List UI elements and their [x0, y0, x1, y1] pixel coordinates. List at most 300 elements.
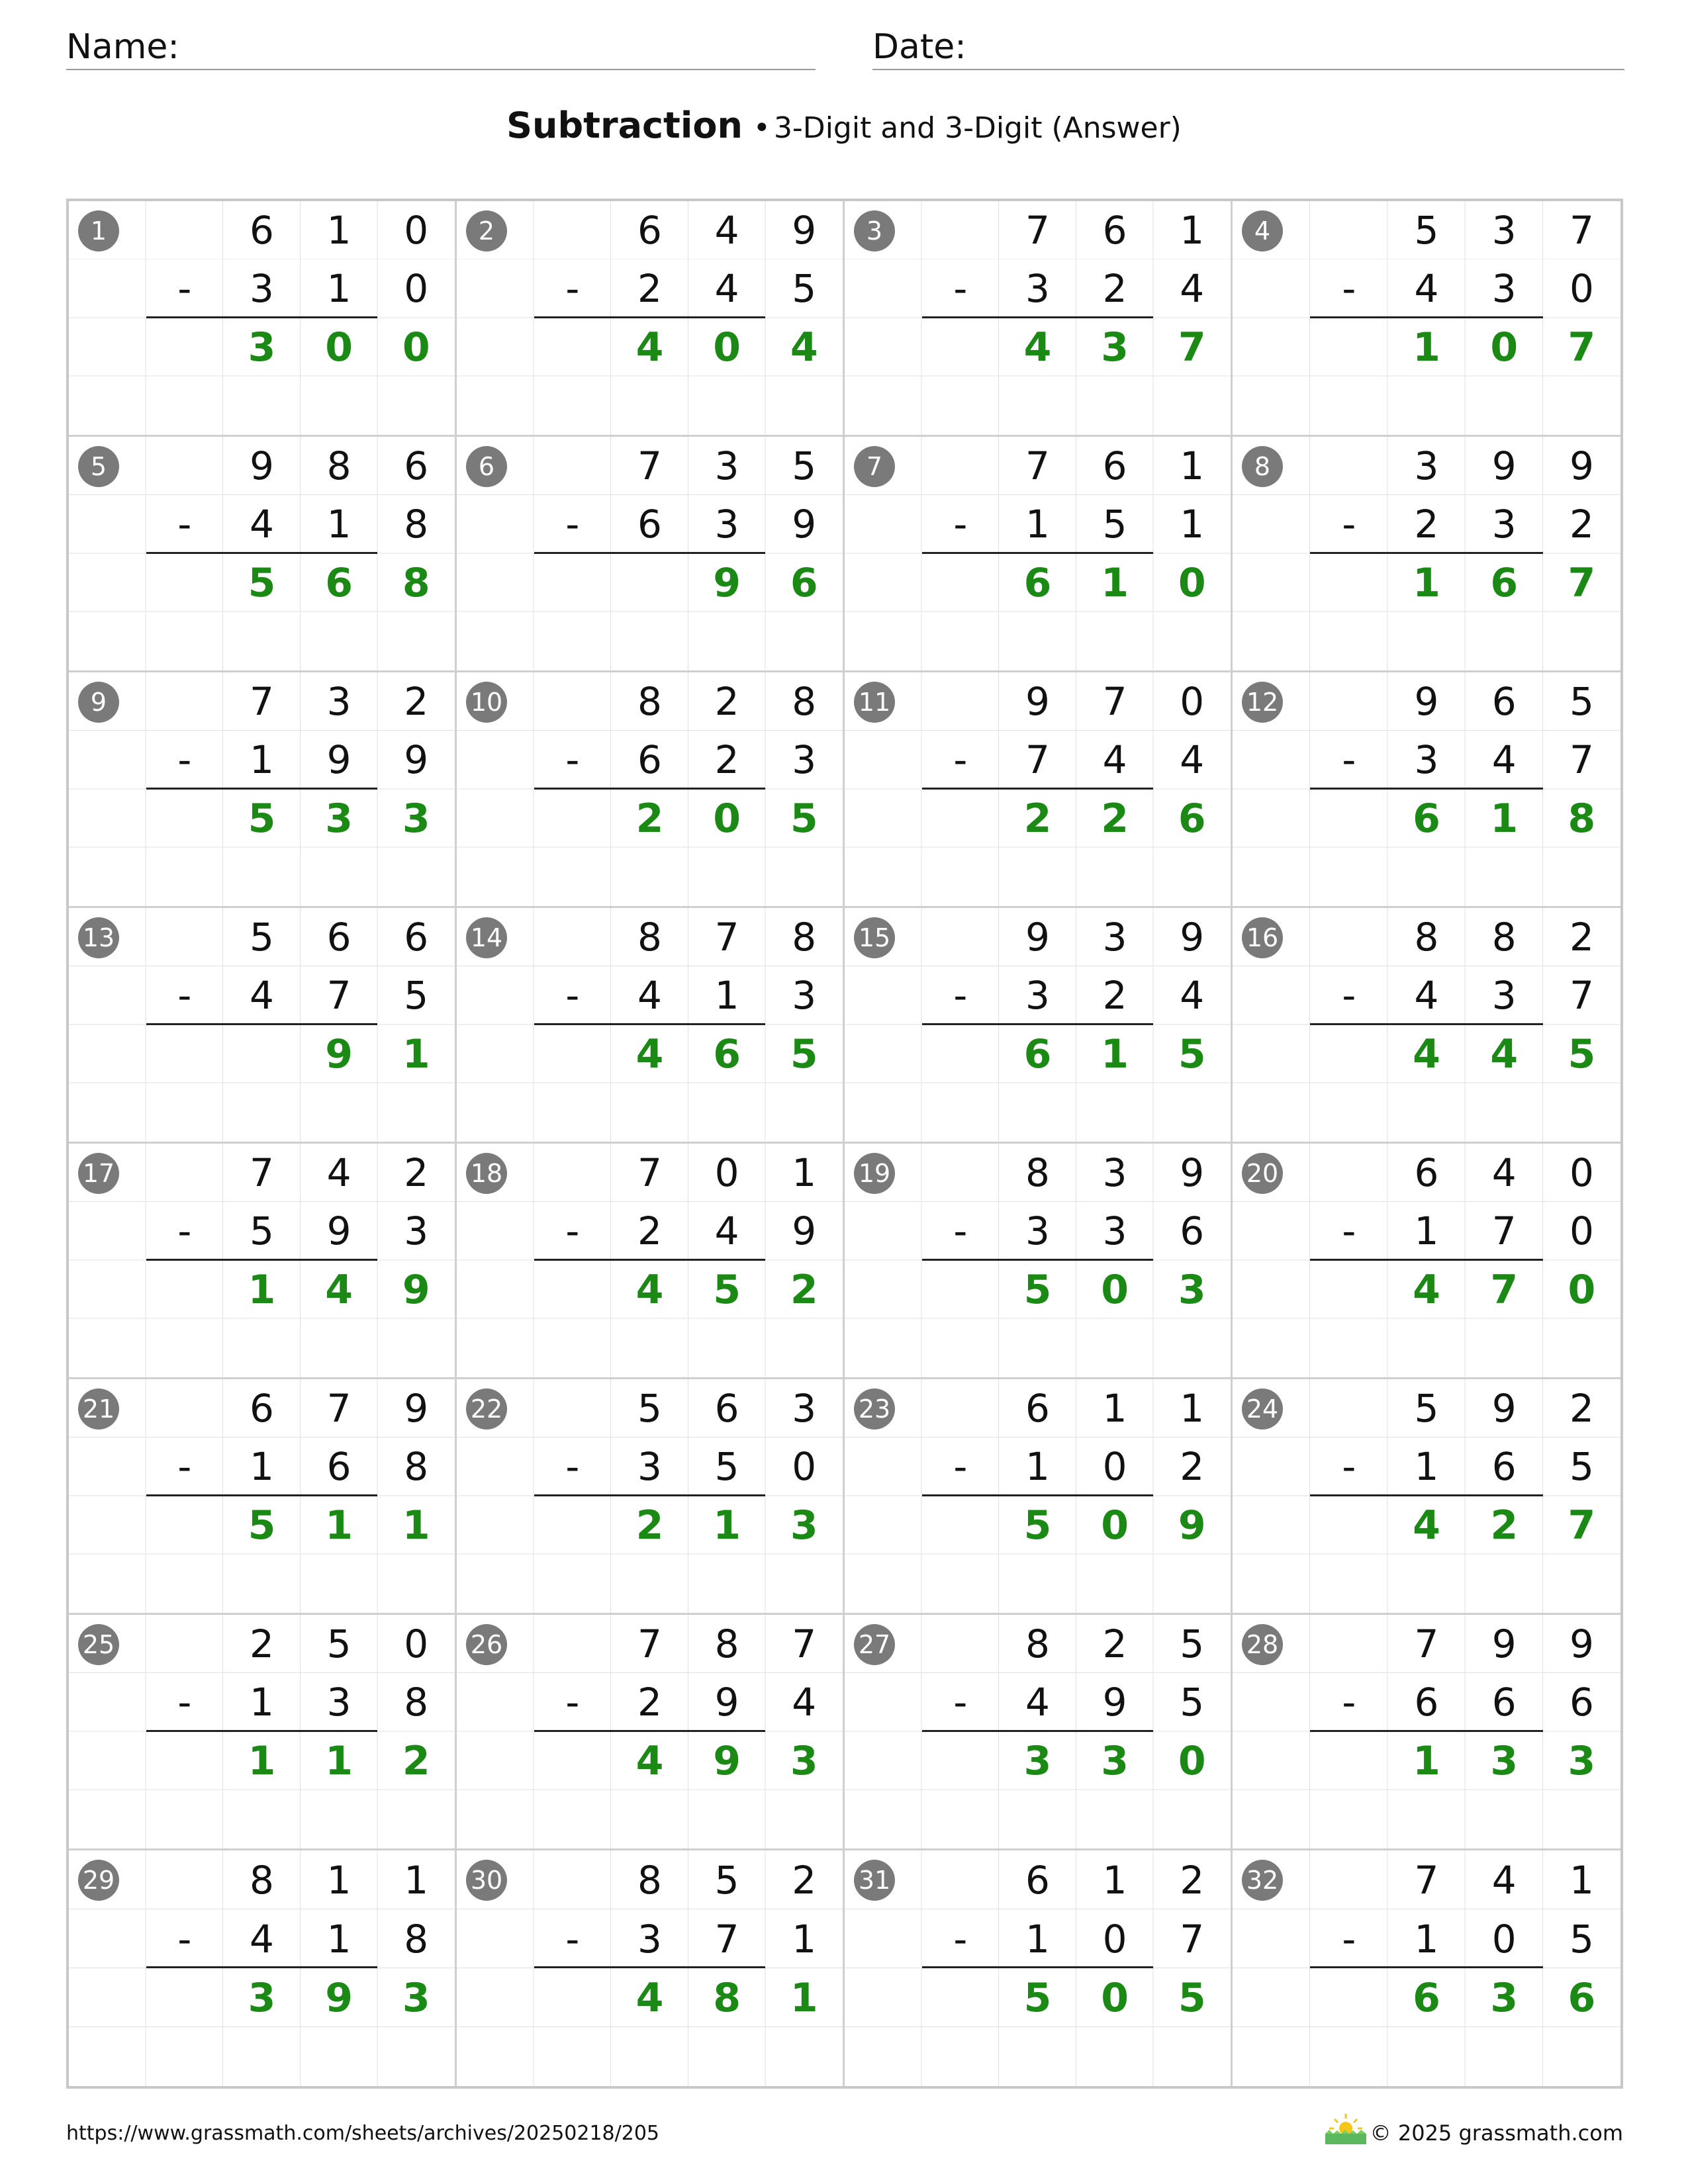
minus-operator: -: [565, 1444, 580, 1490]
subtrahend-digit: 1: [1414, 1208, 1439, 1254]
answer-digit: 1: [713, 1502, 741, 1549]
minus-operator: -: [1342, 1444, 1356, 1490]
minuend-digit: 9: [1569, 443, 1594, 489]
minus-operator: -: [565, 502, 580, 547]
subtrahend-digit: 4: [637, 973, 662, 1019]
minuend-digit: 6: [1025, 1857, 1050, 1903]
problem-25: [69, 1615, 457, 1850]
answer-digit: [611, 554, 688, 612]
minuend-digit: 8: [250, 1857, 274, 1903]
problem-4: [1233, 201, 1620, 437]
answer-digit: 3: [1178, 1266, 1206, 1313]
problem-26: [457, 1615, 845, 1850]
problem-number-badge: 32: [1242, 1860, 1283, 1901]
answer-digit: 2: [635, 1502, 664, 1549]
subtrahend-digit: 7: [1569, 737, 1594, 783]
minus-operator: -: [1342, 502, 1356, 547]
answer-digit: 3: [1490, 1974, 1519, 2021]
minuend-digit: 6: [404, 443, 429, 489]
answer-digit: 6: [1413, 795, 1440, 842]
problem-6: [457, 437, 845, 672]
subtrahend-digit: 8: [404, 1680, 429, 1725]
subtrahend-digit: 6: [1180, 1208, 1205, 1254]
answer-digit: 1: [790, 1974, 818, 2021]
minuend-digit: 8: [1025, 1150, 1050, 1196]
answer-digit: 3: [790, 1502, 818, 1549]
answer-line: [146, 495, 378, 553]
minuend-digit: 6: [1102, 443, 1127, 489]
answer-digit: 4: [1490, 1030, 1519, 1077]
subtrahend-digit: 9: [792, 502, 817, 547]
subtrahend-digit: 8: [404, 1444, 429, 1490]
minuend-digit: 9: [1180, 1150, 1205, 1196]
minuend-digit: 3: [714, 443, 739, 489]
subtrahend-digit: 5: [1569, 1444, 1594, 1490]
answer-line: [1310, 1202, 1543, 1260]
subtrahend-digit: 6: [637, 737, 662, 783]
subtrahend-digit: 3: [326, 1680, 352, 1725]
minuend-digit: 9: [792, 208, 817, 253]
minuend-digit: 7: [250, 1150, 274, 1196]
minuend-digit: 6: [404, 915, 429, 960]
minus-operator: -: [953, 1444, 968, 1490]
problem-12: [1233, 672, 1620, 908]
minuend-digit: 6: [1102, 208, 1127, 253]
subtrahend-digit: 4: [1414, 266, 1439, 312]
minuend-digit: 8: [1025, 1621, 1050, 1667]
answer-digit: 6: [1023, 1030, 1052, 1077]
minus-operator: -: [953, 973, 968, 1019]
problem-number-badge: 18: [466, 1153, 507, 1194]
minuend-digit: 9: [1180, 915, 1205, 960]
answer-digit: 5: [1178, 1030, 1206, 1077]
minuend-digit: 5: [792, 443, 817, 489]
minuend-digit: 2: [1180, 1857, 1205, 1903]
problem-10: [457, 672, 845, 908]
minuend-digit: 6: [637, 208, 662, 253]
minus-operator: -: [953, 1680, 968, 1725]
problem-number-badge: 27: [854, 1624, 895, 1665]
minuend-digit: 1: [1180, 443, 1205, 489]
minuend-digit: 9: [1414, 679, 1439, 725]
answer-digit: 4: [790, 324, 818, 371]
subtrahend-digit: 2: [637, 266, 662, 312]
answer-line: [146, 1437, 378, 1496]
minus-operator: -: [1342, 973, 1356, 1019]
answer-digit: [223, 1025, 301, 1083]
minuend-digit: 5: [1414, 1386, 1439, 1432]
date-field[interactable]: [872, 25, 1624, 70]
minuend-digit: 1: [1569, 1857, 1594, 1903]
subtrahend-digit: 3: [792, 737, 817, 783]
minuend-digit: 6: [1414, 1150, 1439, 1196]
answer-digit: 7: [1490, 1266, 1519, 1313]
answer-line: [922, 259, 1154, 318]
problem-number-badge: 16: [1242, 917, 1283, 958]
problem-number-badge: 29: [78, 1860, 119, 1901]
answer-line: [146, 259, 378, 318]
subtrahend-digit: 4: [1102, 737, 1127, 783]
answer-digit: 9: [325, 1030, 353, 1077]
problem-1: [69, 201, 457, 437]
minuend-digit: 1: [326, 208, 352, 253]
minuend-digit: 6: [250, 1386, 274, 1432]
subtrahend-digit: 7: [1180, 1916, 1205, 1962]
minuend-digit: 7: [326, 1386, 352, 1432]
answer-line: [1310, 731, 1543, 789]
subtrahend-digit: 2: [1102, 973, 1127, 1019]
subtrahend-digit: 4: [792, 1680, 817, 1725]
minuend-digit: 1: [326, 1857, 352, 1903]
minuend-digit: 8: [792, 679, 817, 725]
subtrahend-digit: 9: [326, 737, 352, 783]
answer-digit: 2: [1490, 1502, 1519, 1549]
answer-digit: 1: [1413, 559, 1440, 606]
subtrahend-digit: 6: [326, 1444, 352, 1490]
answer-digit: 4: [1023, 324, 1052, 371]
subtrahend-digit: 4: [1180, 973, 1205, 1019]
minuend-digit: 9: [1491, 443, 1517, 489]
subtrahend-digit: 0: [1491, 1916, 1517, 1962]
problem-number-badge: 19: [854, 1153, 895, 1194]
answer-line: [922, 1673, 1154, 1731]
problem-number-badge: 6: [466, 446, 507, 487]
minuend-digit: 0: [1569, 1150, 1594, 1196]
answer-digit: 4: [635, 1737, 664, 1784]
subtrahend-digit: 1: [326, 502, 352, 547]
minus-operator: -: [177, 502, 192, 547]
answer-digit: 5: [248, 1502, 276, 1549]
minuend-digit: 0: [404, 208, 429, 253]
subtrahend-digit: 2: [1569, 502, 1594, 547]
subtrahend-digit: 6: [1569, 1680, 1594, 1725]
minuend-digit: 4: [1491, 1150, 1517, 1196]
answer-digit: 2: [1101, 795, 1129, 842]
problem-number-badge: 4: [1242, 210, 1283, 251]
subtrahend-digit: 3: [1025, 1208, 1050, 1254]
minus-operator: -: [565, 1916, 580, 1962]
title-separator: •: [753, 111, 771, 145]
name-field[interactable]: [66, 25, 816, 70]
answer-line: [1310, 1673, 1543, 1731]
answer-digit: 6: [790, 559, 818, 606]
subtrahend-digit: 7: [326, 973, 352, 1019]
subtrahend-digit: 7: [1569, 973, 1594, 1019]
answer-digit: 3: [248, 1974, 276, 2021]
answer-line: [534, 1673, 766, 1731]
problem-number-badge: 17: [78, 1153, 119, 1194]
problem-29: [69, 1850, 457, 2086]
minuend-digit: 9: [1491, 1621, 1517, 1667]
problem-32: [1233, 1850, 1620, 2086]
minuend-digit: 9: [1025, 915, 1050, 960]
answer-digit: 8: [713, 1974, 741, 2021]
minuend-digit: 2: [714, 679, 739, 725]
minus-operator: -: [953, 737, 968, 783]
answer-digit: 0: [1178, 559, 1206, 606]
answer-digit: 3: [1101, 324, 1129, 371]
subtrahend-digit: 1: [792, 1916, 817, 1962]
answer-line: [922, 495, 1154, 553]
answer-line: [922, 1202, 1154, 1260]
minus-operator: -: [565, 266, 580, 312]
problem-3: [845, 201, 1233, 437]
problem-number-badge: 20: [1242, 1153, 1283, 1194]
answer-digit: 0: [325, 324, 353, 371]
answer-line: [146, 966, 378, 1024]
answer-digit: 5: [248, 795, 276, 842]
minus-operator: -: [1342, 737, 1356, 783]
problem-2: [457, 201, 845, 437]
subtrahend-digit: 9: [404, 737, 429, 783]
answer-digit: 4: [635, 1266, 664, 1313]
problem-number-badge: 22: [466, 1388, 507, 1430]
subtrahend-digit: 4: [714, 266, 739, 312]
minuend-digit: 1: [1180, 1386, 1205, 1432]
minus-operator: -: [177, 737, 192, 783]
answer-digit: 4: [1413, 1266, 1440, 1313]
minuend-digit: 3: [1491, 208, 1517, 253]
problem-19: [845, 1144, 1233, 1379]
problem-number-badge: 21: [78, 1388, 119, 1430]
minuend-digit: 6: [1025, 1386, 1050, 1432]
minuend-digit: 5: [250, 915, 274, 960]
minuend-digit: 7: [637, 1150, 662, 1196]
grass-sun-logo-icon: [1323, 2111, 1369, 2147]
name-label: Name:: [66, 27, 179, 67]
minus-operator: -: [177, 973, 192, 1019]
answer-digit: 8: [1568, 795, 1596, 842]
subtrahend-digit: 1: [1025, 502, 1050, 547]
answer-digit: 7: [1568, 324, 1596, 371]
problem-number-badge: 2: [466, 210, 507, 251]
subtrahend-digit: 6: [1491, 1444, 1517, 1490]
problem-number-badge: 26: [466, 1624, 507, 1665]
answer-digit: 1: [1413, 1737, 1440, 1784]
subtrahend-digit: 7: [714, 1916, 739, 1962]
minus-operator: -: [1342, 266, 1356, 312]
answer-digit: 0: [1101, 1974, 1129, 2021]
answer-digit: 1: [248, 1266, 276, 1313]
subtrahend-digit: 2: [1180, 1444, 1205, 1490]
subtrahend-digit: 6: [637, 502, 662, 547]
problem-27: [845, 1615, 1233, 1850]
answer-line: [922, 1909, 1154, 1968]
problem-7: [845, 437, 1233, 672]
problem-9: [69, 672, 457, 908]
subtrahend-digit: 1: [1025, 1916, 1050, 1962]
answer-line: [1310, 1909, 1543, 1968]
subtrahend-digit: 1: [250, 1444, 274, 1490]
minus-operator: -: [1342, 1208, 1356, 1254]
minuend-digit: 1: [404, 1857, 429, 1903]
answer-digit: 5: [790, 795, 818, 842]
minuend-digit: 3: [1102, 1150, 1127, 1196]
problem-18: [457, 1144, 845, 1379]
subtrahend-digit: 0: [1102, 1916, 1127, 1962]
minuend-digit: 7: [1025, 443, 1050, 489]
answer-digit: 7: [1568, 559, 1596, 606]
answer-digit: 5: [1023, 1502, 1052, 1549]
problem-number-badge: 15: [854, 917, 895, 958]
problem-number-badge: 23: [854, 1388, 895, 1430]
problem-22: [457, 1379, 845, 1615]
answer-digit: 1: [325, 1502, 353, 1549]
minuend-digit: 6: [326, 915, 352, 960]
minuend-digit: 8: [792, 915, 817, 960]
minus-operator: -: [953, 266, 968, 312]
subtrahend-digit: 5: [1180, 1680, 1205, 1725]
minuend-digit: 0: [404, 1621, 429, 1667]
subtrahend-digit: 3: [404, 1208, 429, 1254]
answer-digit: 5: [1023, 1974, 1052, 2021]
subtrahend-digit: 4: [714, 1208, 739, 1254]
minus-operator: -: [953, 1208, 968, 1254]
answer-digit: 7: [1178, 324, 1206, 371]
subtrahend-digit: 6: [1491, 1680, 1517, 1725]
problem-14: [457, 908, 845, 1144]
minuend-digit: 3: [792, 1386, 817, 1432]
answer-line: [534, 1437, 766, 1496]
answer-digit: 3: [1490, 1737, 1519, 1784]
subtrahend-digit: 7: [1491, 1208, 1517, 1254]
answer-digit: 3: [325, 795, 353, 842]
subtrahend-digit: 1: [250, 737, 274, 783]
problem-number-badge: 30: [466, 1860, 507, 1901]
minus-operator: -: [565, 973, 580, 1019]
answer-digit: 9: [713, 559, 741, 606]
minuend-digit: 3: [1414, 443, 1439, 489]
minus-operator: -: [177, 1680, 192, 1725]
answer-line: [146, 731, 378, 789]
minuend-digit: 7: [250, 679, 274, 725]
subtrahend-digit: 1: [326, 1916, 352, 1962]
answer-digit: 4: [635, 1974, 664, 2021]
answer-line: [534, 1909, 766, 1968]
answer-line: [534, 966, 766, 1024]
subtrahend-digit: 4: [250, 1916, 274, 1962]
worksheet-title: [0, 105, 1688, 146]
answer-line: [146, 1909, 378, 1968]
answer-digit: 8: [402, 559, 430, 606]
answer-digit: 0: [713, 324, 741, 371]
problem-31: [845, 1850, 1233, 2086]
subtrahend-digit: 1: [1025, 1444, 1050, 1490]
problem-number-badge: 13: [78, 917, 119, 958]
minuend-digit: 0: [714, 1150, 739, 1196]
minus-operator: -: [565, 737, 580, 783]
answer-digit: 7: [1568, 1502, 1596, 1549]
answer-digit: 5: [790, 1030, 818, 1077]
minus-operator: -: [177, 266, 192, 312]
minuend-digit: 6: [250, 208, 274, 253]
minuend-digit: 0: [1180, 679, 1205, 725]
minuend-digit: 8: [714, 1621, 739, 1667]
subtrahend-digit: 4: [1491, 737, 1517, 783]
answer-digit: 9: [325, 1974, 353, 2021]
subtrahend-digit: 3: [1025, 266, 1050, 312]
problem-5: [69, 437, 457, 672]
answer-digit: 3: [402, 1974, 430, 2021]
answer-line: [922, 966, 1154, 1024]
subtrahend-digit: 0: [1569, 1208, 1594, 1254]
minus-operator: -: [177, 1916, 192, 1962]
footer-copyright: © 2025 grassmath.com: [1370, 2120, 1623, 2146]
problem-24: [1233, 1379, 1620, 1615]
minuend-digit: 7: [1414, 1857, 1439, 1903]
minuend-digit: 9: [1025, 679, 1050, 725]
subtrahend-digit: 1: [1414, 1444, 1439, 1490]
problem-21: [69, 1379, 457, 1615]
minuend-digit: 9: [1491, 1386, 1517, 1432]
subtrahend-digit: 5: [1569, 1916, 1594, 1962]
answer-digit: 3: [1568, 1737, 1596, 1784]
minuend-digit: 5: [326, 1621, 352, 1667]
answer-digit: 6: [1490, 559, 1519, 606]
problem-16: [1233, 908, 1620, 1144]
answer-line: [1310, 259, 1543, 318]
problem-13: [69, 908, 457, 1144]
answer-digit: 6: [1023, 559, 1052, 606]
answer-line: [534, 495, 766, 553]
subtrahend-digit: 3: [1491, 502, 1517, 547]
minuend-digit: 5: [714, 1857, 739, 1903]
answer-line: [922, 731, 1154, 789]
answer-line: [1310, 1437, 1543, 1496]
problem-number-badge: 9: [78, 682, 119, 723]
minuend-digit: 7: [637, 443, 662, 489]
subtrahend-digit: 0: [1102, 1444, 1127, 1490]
minuend-digit: 5: [1180, 1621, 1205, 1667]
answer-line: [1310, 495, 1543, 553]
minuend-digit: 7: [1414, 1621, 1439, 1667]
minuend-digit: 6: [1491, 679, 1517, 725]
problem-number-badge: 14: [466, 917, 507, 958]
problem-28: [1233, 1615, 1620, 1850]
subtrahend-digit: 0: [792, 1444, 817, 1490]
subtrahend-digit: 2: [1102, 266, 1127, 312]
minus-operator: -: [953, 1916, 968, 1962]
answer-digit: 6: [1568, 1974, 1596, 2021]
answer-digit: 2: [790, 1266, 818, 1313]
minuend-digit: 1: [1102, 1857, 1127, 1903]
subtrahend-digit: 4: [1180, 266, 1205, 312]
title-main: Subtraction: [506, 105, 743, 146]
subtrahend-digit: 1: [1180, 502, 1205, 547]
minuend-digit: 6: [714, 1386, 739, 1432]
answer-digit: 4: [635, 1030, 664, 1077]
answer-digit: 1: [248, 1737, 276, 1784]
minuend-digit: 2: [250, 1621, 274, 1667]
answer-line: [1310, 966, 1543, 1024]
subtrahend-digit: 1: [714, 973, 739, 1019]
minuend-digit: 3: [1102, 915, 1127, 960]
subtrahend-digit: 5: [404, 973, 429, 1019]
minuend-digit: 7: [637, 1621, 662, 1667]
minus-operator: -: [177, 1444, 192, 1490]
problem-number-badge: 10: [466, 682, 507, 723]
problem-number-badge: 3: [854, 210, 895, 251]
answer-digit: 2: [402, 1737, 430, 1784]
subtrahend-digit: 3: [1102, 1208, 1127, 1254]
subtrahend-digit: 3: [637, 1916, 662, 1962]
subtrahend-digit: 1: [250, 1680, 274, 1725]
minuend-digit: 7: [714, 915, 739, 960]
subtrahend-digit: 3: [1025, 973, 1050, 1019]
minuend-digit: 2: [404, 1150, 429, 1196]
problem-number-badge: 5: [78, 446, 119, 487]
problem-20: [1233, 1144, 1620, 1379]
